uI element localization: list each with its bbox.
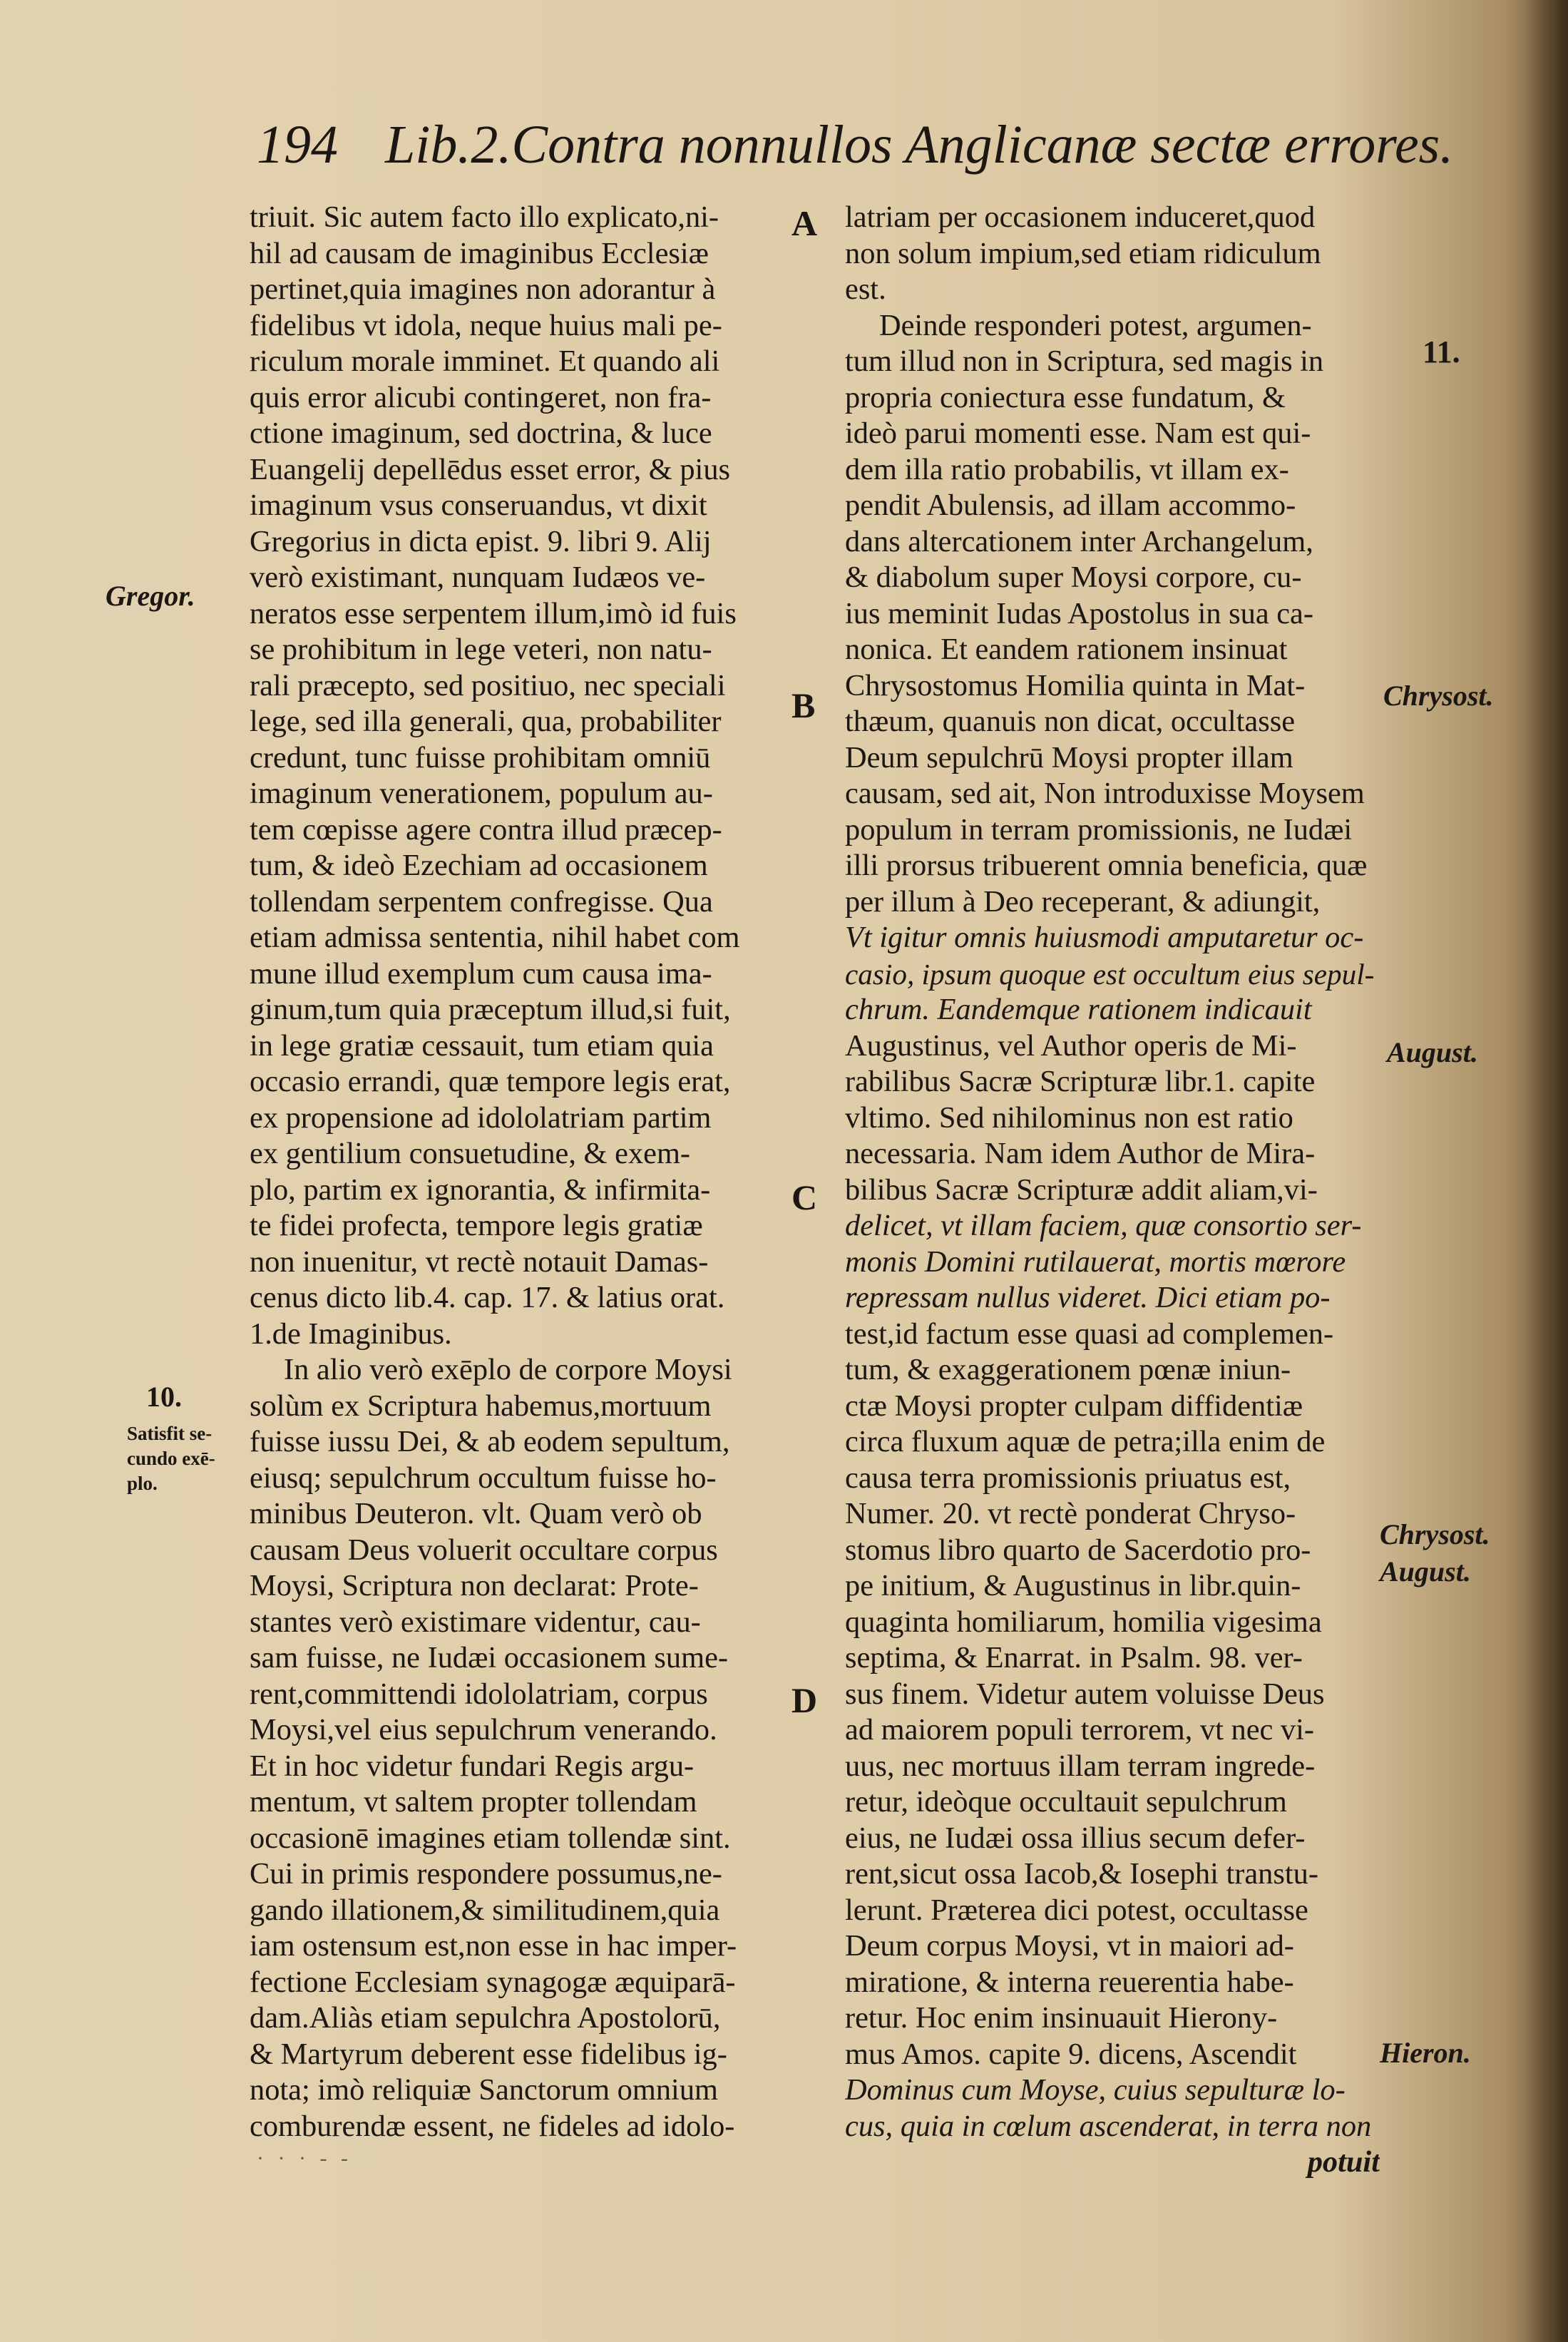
- right-column-line: retur, ideòque occultauit sepulchrum: [845, 1785, 1287, 1819]
- right-column-line: nonica. Et eandem rationem insinuat: [845, 633, 1288, 666]
- left-column-line: in lege gratiæ cessauit, tum etiam quia: [250, 1028, 714, 1063]
- right-column-line: tum, & exaggerationem pœnæ iniun-: [845, 1353, 1291, 1386]
- right-column-line: propria coniectura esse fundatum, &: [845, 380, 1286, 414]
- left-text-column: [250, 200, 770, 2144]
- right-column-line: uus, nec mortuus illam terram ingrede-: [845, 1749, 1316, 1783]
- right-column-line: Numer. 20. vt rectè ponderat Chryso-: [845, 1497, 1296, 1530]
- right-column-line: vltimo. Sed nihilominus non est ratio: [845, 1100, 1293, 1135]
- left-column-line: verò existimant, nunquam Iudæos ve-: [250, 561, 706, 594]
- left-column-line: & Martyrum deberent esse fidelibus ig-: [250, 2037, 727, 2071]
- right-column-line: est.: [845, 272, 886, 306]
- right-column-line: Vt igitur omnis huiusmodi amputaretur oc-: [845, 921, 1364, 954]
- right-column-line: delicet, vt illam faciem, quæ consortio ser-: [845, 1209, 1362, 1242]
- right-column-line: dem illa ratio probabilis, vt illam ex-: [845, 452, 1289, 486]
- right-column-line: repressam nullus videret. Dici etiam po-: [845, 1281, 1331, 1314]
- right-column-line: pe initium, & Augustinus in libr.quin-: [845, 1569, 1301, 1602]
- left-column-line: causam Deus voluerit occultare corpus: [250, 1533, 718, 1567]
- right-column-line: illi prorsus tribuerent omnia beneficia, quæ: [845, 849, 1368, 882]
- left-column-line: etiam admissa sententia, nihil habet com: [250, 921, 740, 954]
- right-column-line: & diabolum super Moysi corpore, cu-: [845, 561, 1302, 594]
- left-column-line: Gregorius in dicta epist. 9. libri 9. Alij: [250, 524, 712, 558]
- margin-note-hieron: Hieron.: [1380, 2037, 1471, 2069]
- right-column-line: Deum sepulchrū Moysi propter illam: [845, 740, 1293, 774]
- left-column-line: fuisse iussu Dei, & ab eodem sepultum,: [250, 1425, 730, 1458]
- left-column-line: pertinet,quia imagines non adorantur à: [250, 272, 716, 306]
- right-column-line: eius, ne Iudæi ossa illius secum defer-: [845, 1821, 1306, 1855]
- right-column-line: Dominus cum Moyse, cuius sepulturæ lo-: [845, 2073, 1346, 2107]
- right-column-line: monis Domini rutilauerat, mortis mœrore: [845, 1244, 1346, 1279]
- right-column-line: test,id factum esse quasi ad complemen-: [845, 1316, 1334, 1351]
- right-column-line: dans altercationem inter Archangelum,: [845, 524, 1313, 558]
- right-column-line: potuit: [1307, 2145, 1380, 2179]
- left-column-line: comburendæ essent, ne fideles ad idolo-: [250, 2109, 735, 2143]
- left-column-line: Cui in primis respondere possumus,ne-: [250, 1857, 722, 1891]
- right-column-line: tum illud non in Scriptura, sed magis in: [845, 344, 1324, 378]
- right-column-line: causa terra promissionis priuatus est,: [845, 1461, 1291, 1495]
- left-column-line: imaginum venerationem, populum au-: [250, 777, 713, 810]
- right-column-line: chrum. Eandemque rationem indicauit: [845, 993, 1312, 1026]
- left-column-line: tem cœpisse agere contra illud præcep-: [250, 812, 722, 847]
- margin-note-satisfit-line1: Satisfit se-: [127, 1423, 212, 1444]
- left-column-line: mentum, vt saltem propter tollendam: [250, 1785, 697, 1819]
- section-marker-a: A: [791, 203, 818, 243]
- left-column-line: minibus Deuteron. vlt. Quam verò ob: [250, 1497, 702, 1530]
- left-column-line: riculum morale imminet. Et quando ali: [250, 344, 720, 378]
- left-column-line: gando illationem,& similitudinem,quia: [250, 1893, 720, 1927]
- left-column-line: lege, sed illa generali, qua, probabiliter: [250, 705, 722, 738]
- right-column-line: Chrysostomus Homilia quinta in Mat-: [845, 668, 1306, 702]
- left-column-line: eiusq; sepulchrum occultum fuisse ho-: [250, 1461, 717, 1495]
- right-column-line: ius meminit Iudas Apostolus in sua ca-: [845, 596, 1313, 630]
- running-header: [257, 107, 1454, 185]
- right-column-line: necessaria. Nam idem Author de Mira-: [845, 1137, 1316, 1170]
- left-column-line: iam ostensum est,non esse in hac imper-: [250, 1929, 737, 1963]
- left-column-line: solùm ex Scriptura habemus,mortuum: [250, 1389, 712, 1423]
- left-column-line: cenus dicto lib.4. cap. 17. & latius orat.: [250, 1281, 725, 1314]
- left-column-line: credunt, tunc fuisse prohibitam omniū: [250, 740, 711, 774]
- left-column-line: se prohibitum in lege veteri, non natu-: [250, 633, 712, 666]
- left-column-line: stantes verò existimare videntur, cau-: [250, 1605, 701, 1639]
- left-column-line: imaginum vsus conseruandus, vt dixit: [250, 489, 707, 522]
- left-column-line: ctione imaginum, sed doctrina, & luce: [250, 416, 712, 450]
- left-column-line: hil ad causam de imaginibus Ecclesiæ: [250, 236, 709, 270]
- right-column-line: septima, & Enarrat. in Psalm. 98. ver-: [845, 1641, 1303, 1674]
- margin-note-satisfit-line2: cundo exē-: [127, 1448, 215, 1469]
- right-column-line: non solum impium,sed etiam ridiculum: [845, 236, 1321, 270]
- right-column-line: thæum, quanuis non dicat, occultasse: [845, 705, 1296, 738]
- left-column-line: tum, & ideò Ezechiam ad occasionem: [250, 849, 708, 882]
- right-column-line: stomus libro quarto de Sacerdotio pro-: [845, 1533, 1311, 1567]
- left-column-line: nota; imò reliquiæ Sanctorum omnium: [250, 2073, 718, 2107]
- margin-note-august-2: August.: [1380, 1555, 1471, 1587]
- right-column-line: rent,sicut ossa Iacob,& Iosephi transtu-: [845, 1857, 1318, 1891]
- right-column-line: sus finem. Videtur autem voluisse Deus: [845, 1677, 1325, 1711]
- margin-note-number-11: 11.: [1423, 334, 1460, 369]
- margin-note-number-10: 10.: [146, 1381, 182, 1413]
- right-column-line: ctæ Moysi propter culpam diffidentiæ: [845, 1389, 1303, 1423]
- right-column-line: per illum à Deo receperant, & adiungit,: [845, 884, 1321, 919]
- right-column-line: lerunt. Præterea dici potest, occultasse: [845, 1893, 1308, 1927]
- left-column-line: ex propensione ad idololatriam partim: [250, 1100, 712, 1135]
- left-column-line: Moysi,vel eius sepulchrum venerando.: [250, 1713, 717, 1747]
- left-column-line: occasionē imagines etiam tollendæ sint.: [250, 1821, 731, 1855]
- right-column-line: populum in terram promissionis, ne Iudæi: [845, 812, 1353, 847]
- left-column-line: 1.de Imaginibus.: [250, 1316, 452, 1351]
- left-column-line: rent,committendi idololatriam, corpus: [250, 1677, 708, 1711]
- right-text-column: [845, 200, 1380, 2181]
- right-column-line: miratione, & interna reuerentia habe-: [845, 1965, 1294, 1999]
- section-marker-c: C: [791, 1177, 818, 1217]
- section-marker-d: D: [791, 1680, 818, 1720]
- left-column-line: rali præcepto, sed positiuo, nec speciali: [250, 668, 726, 702]
- right-column-line: bilibus Sacræ Scripturæ addit aliam,vi-: [845, 1172, 1318, 1207]
- left-column-line: tollendam serpentem confregisse. Qua: [250, 884, 713, 919]
- left-column-line: ginum,tum quia præceptum illud,si fuit,: [250, 993, 731, 1026]
- left-column-line: neratos esse serpentem illum,imò id fuis: [250, 596, 737, 630]
- left-column-line: Moysi, Scriptura non declarat: Prote-: [250, 1569, 699, 1602]
- left-column-line: Et in hoc videtur fundari Regis argu-: [250, 1749, 695, 1783]
- left-column-line: dam.Aliàs etiam sepulchra Apostolorū,: [250, 2001, 721, 2035]
- left-column-line: fectione Ecclesiam synagogæ æquiparā-: [250, 1965, 736, 1999]
- right-column-line: cus, quia in cœlum ascenderat, in terra non: [845, 2109, 1372, 2143]
- right-column-line: quaginta homiliarum, homilia vigesima: [845, 1605, 1322, 1639]
- left-column-line: fidelibus vt idola, neque huius mali pe-: [250, 308, 722, 342]
- left-column-line: Euangelij depellēdus esset error, & pius: [250, 452, 731, 486]
- margin-note-gregor: Gregor.: [106, 580, 195, 612]
- right-column-line: casio, ipsum quoque est occultum eius sepul-: [845, 957, 1375, 991]
- right-column-line: Deum corpus Moysi, vt in maiori ad-: [845, 1929, 1294, 1963]
- left-column-line: ex gentilium consuetudine, & exem-: [250, 1137, 691, 1170]
- left-column-line: mune illud exemplum cum causa ima-: [250, 956, 712, 991]
- left-column-line: occasio errandi, quæ tempore legis erat,: [250, 1065, 731, 1098]
- right-column-line: latriam per occasionem induceret,quod: [845, 200, 1316, 234]
- left-column-line: In alio verò exēplo de corpore Moysi: [284, 1353, 732, 1386]
- right-column-line: retur. Hoc enim insinuauit Hierony-: [845, 2001, 1278, 2035]
- page-number: 194: [257, 115, 338, 175]
- margin-note-chrysost-2: Chrysost.: [1380, 1518, 1490, 1550]
- right-column-line: Deinde responderi potest, argumen-: [879, 308, 1312, 342]
- footer-marks: · · · - -: [257, 2147, 352, 2170]
- right-column-line: Augustinus, vel Author operis de Mi-: [845, 1028, 1297, 1063]
- right-column-line: causam, sed ait, Non introduxisse Moysem: [845, 777, 1365, 810]
- running-title: Lib.2.Contra nonnullos Anglicanæ sectæ errores.: [385, 115, 1454, 175]
- right-column-line: circa fluxum aquæ de petra;illa enim de: [845, 1425, 1326, 1458]
- margin-note-satisfit-line3: plo.: [127, 1473, 158, 1494]
- left-column-line: plo, partim ex ignorantia, & infirmita-: [250, 1172, 711, 1207]
- left-column-line: sam fuisse, ne Iudæi occasionem sume-: [250, 1641, 729, 1674]
- section-marker-b: B: [791, 685, 816, 725]
- margin-note-chrysost-1: Chrysost.: [1383, 680, 1494, 712]
- left-column-line: te fidei profecta, tempore legis gratiæ: [250, 1209, 703, 1242]
- right-column-line: mus Amos. capite 9. dicens, Ascendit: [845, 2037, 1297, 2071]
- left-column-line: triuit. Sic autem facto illo explicato,ni-: [250, 200, 719, 234]
- left-column-line: quis error alicubi contingeret, non fra-: [250, 380, 712, 414]
- right-column-line: ideò parui momenti esse. Nam est qui-: [845, 416, 1311, 450]
- right-column-line: ad maiorem populi terrorem, vt nec vi-: [845, 1713, 1315, 1747]
- margin-note-august-1: August.: [1387, 1036, 1478, 1068]
- page-binding-edge: [1525, 0, 1568, 2342]
- left-column-line: non inuenitur, vt rectè notauit Damas-: [250, 1244, 709, 1279]
- right-column-line: pendit Abulensis, ad illam accommo-: [845, 489, 1296, 522]
- right-column-line: rabilibus Sacræ Scripturæ libr.1. capite: [845, 1065, 1316, 1098]
